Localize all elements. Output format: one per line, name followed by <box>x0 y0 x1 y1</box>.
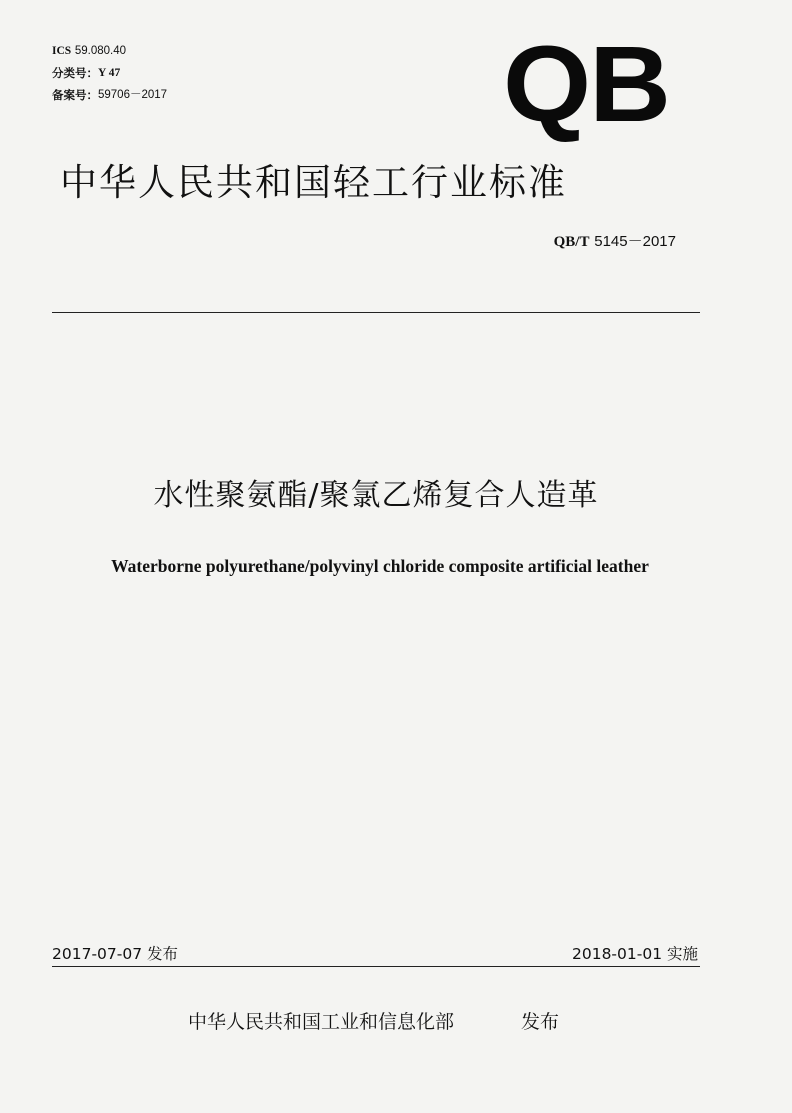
filing-line <box>52 84 167 106</box>
issuer: 中华人民共和国工业和信息化部 <box>188 1011 455 1033</box>
industry-standard-title: 中华人民共和国轻工行业标准 <box>60 161 567 204</box>
top-divider <box>52 312 700 313</box>
bottom-divider <box>52 966 700 967</box>
filing-label: 备案号： <box>52 88 98 102</box>
issuer-action: 发布 <box>521 1011 560 1033</box>
implementation-date: 2018-01-01 实施 <box>571 945 698 963</box>
classification-label: 分类号： <box>52 66 98 80</box>
standard-code: QB/T <box>553 234 590 250</box>
ics-value: 59.080.40 <box>74 45 127 57</box>
filing-value: 59706－2017 <box>98 89 168 101</box>
document-title-cn: 水性聚氨酯/聚氯乙烯复合人造革 <box>153 478 599 513</box>
ics-line <box>52 40 167 62</box>
qb-logo: QB <box>503 23 669 144</box>
standard-number <box>554 230 676 251</box>
classification-block <box>52 40 167 106</box>
standard-number-value: 5145－2017 <box>594 233 676 250</box>
classification-line <box>52 62 167 84</box>
document-title-en: Waterborne polyurethane/polyvinyl chloride composite artificial leather <box>111 556 649 576</box>
ics-label: ICS <box>52 45 72 57</box>
classification-value: Y 47 <box>98 67 121 79</box>
issue-date: 2017-07-07 发布 <box>52 945 179 963</box>
